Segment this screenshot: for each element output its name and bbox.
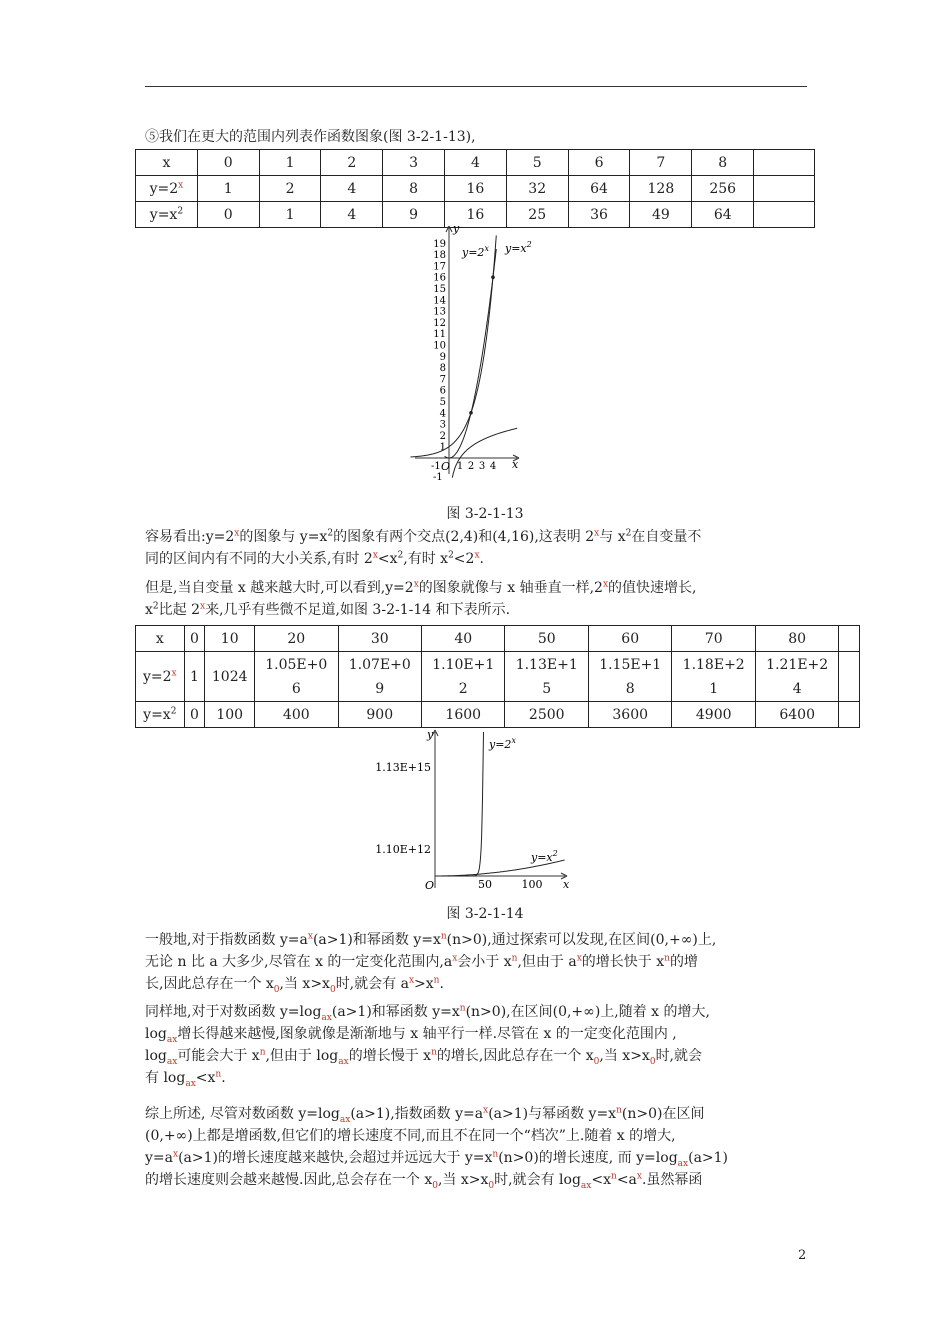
x-axis-label: x xyxy=(512,458,519,471)
table-cell: 1.15E+1 8 xyxy=(588,652,671,702)
paragraph-4: 同样地,对于对数函数 $y=\log_{ax}(a>1)$和幂函数 $y=x^n(n>0)$,在区间(0,+∞)上,随着 x 的增大, $\log_{ax}$增长得越来越慢,图象就像是渐渐地与 x 轴平行一样.尽管在 x 的一定变化范围内 , $\log_{ax}$可能会大于 $x^n$,但由于 $\log_{ax}$的增长慢于 $x^n$的增长,因此总存在一个 $x_0$,当 $x>x_0$时,就会 有 $\log_{ax}<x^n$. xyxy=(145,1003,710,1089)
row-label: $y=x^2$ xyxy=(136,202,198,228)
table-cell: 4 xyxy=(445,150,507,176)
table-cell: 50 xyxy=(505,626,588,652)
header-rule xyxy=(145,86,807,87)
square-curve-label: $y=x^2$ xyxy=(505,240,532,255)
table-row xyxy=(136,176,815,202)
table-cell: 6 xyxy=(568,150,630,176)
table-cell xyxy=(754,202,815,228)
intersection-point xyxy=(491,275,495,279)
row-label: $y=x^2$ xyxy=(136,702,185,728)
table-cell: 40 xyxy=(422,626,505,652)
figure-caption: 图 3-2-1-14 xyxy=(446,906,524,922)
y-tick-label: 1 xyxy=(439,442,446,454)
table-cell xyxy=(839,652,860,702)
figure-3-2-1-13 xyxy=(405,222,540,484)
y-tick-labels xyxy=(433,239,446,453)
table-cell: 70 xyxy=(672,626,755,652)
exp-curve-label: $y=2^x$ xyxy=(462,244,489,259)
table-cell: 4900 xyxy=(672,702,755,728)
table-cell: 5 xyxy=(506,150,568,176)
exp-curve xyxy=(435,732,484,876)
y-tick-label: 13 xyxy=(433,306,446,318)
table-cell: 256 xyxy=(692,176,754,202)
table-cell: 3 xyxy=(383,150,445,176)
y-tick-label: 14 xyxy=(433,295,446,307)
y-tick-label: 19 xyxy=(433,238,446,250)
table-cell: 6400 xyxy=(755,702,838,728)
intro-text: ⑤我们在更大的范围内列表作函数图象(图 3-2-1-13), xyxy=(145,129,476,145)
table-cell: 60 xyxy=(588,626,671,652)
table-2 xyxy=(135,625,860,728)
table-cell xyxy=(754,176,815,202)
table-cell: 128 xyxy=(630,176,692,202)
table-cell: 2 xyxy=(321,150,383,176)
table-row xyxy=(136,150,815,176)
table-cell: 1.21E+2 4 xyxy=(755,652,838,702)
x-tick-label: 2 xyxy=(467,461,475,472)
table-cell: 3600 xyxy=(588,702,671,728)
table-cell: 1.10E+1 2 xyxy=(422,652,505,702)
y-tick-label: 12 xyxy=(433,317,446,329)
table-cell: 1 xyxy=(259,202,321,228)
x-axis-label: x xyxy=(563,878,570,891)
table-cell: 80 xyxy=(755,626,838,652)
table-cell: 2 xyxy=(259,176,321,202)
table-cell: 10 xyxy=(205,626,255,652)
x-tick-label: 100 xyxy=(521,878,543,891)
table-cell: 2500 xyxy=(505,702,588,728)
table-cell: 64 xyxy=(568,176,630,202)
table-cell: 1 xyxy=(197,176,259,202)
table-cell: 0 xyxy=(197,202,259,228)
table-cell: 4 xyxy=(321,176,383,202)
table-cell: 16 xyxy=(445,176,507,202)
y-tick-label: 11 xyxy=(433,329,446,341)
table-cell: 8 xyxy=(383,176,445,202)
x-tick-label: 1 xyxy=(456,461,464,472)
table-cell: 7 xyxy=(630,150,692,176)
table-cell: 1 xyxy=(259,150,321,176)
table-cell: 0 xyxy=(197,150,259,176)
exp-curve-label: $y=2^x$ xyxy=(489,736,516,751)
square-curve xyxy=(445,249,497,458)
table-cell: 36 xyxy=(568,202,630,228)
y-tick-label: 4 xyxy=(439,408,446,420)
table-cell: 9 xyxy=(383,202,445,228)
x-tick-label: 4 xyxy=(489,461,497,472)
table-cell: 0 xyxy=(184,702,205,728)
table-cell xyxy=(839,626,860,652)
table-cell: 30 xyxy=(338,626,421,652)
paragraph-3: 一般地,对于指数函数 $y=a^x(a>1)$和幂函数 $y=x^n(n>0)$,通过探索可以发现,在区间(0,+∞)上, 无论 n 比 a 大多少,尽管在 x 的一定变化范围内$,a^x$会小于 $x^n$,但由于 $a^x$的增长快于 $x^n$的增 长,因此总存在一个 $x_0$,当 $x>x_0$时,就会有 $a^x>x^n$. xyxy=(145,931,717,995)
y-tick-label: 16 xyxy=(433,272,446,284)
table-cell: x xyxy=(136,150,198,176)
y-tick-label: 18 xyxy=(433,250,446,262)
y-tick-label: 9 xyxy=(439,351,446,363)
table-cell: 32 xyxy=(506,176,568,202)
y-tick-label: 6 xyxy=(439,385,446,397)
paragraph-5: 综上所述, 尽管对数函数 $y=\log_{ax}(a>1)$,指数函数 $y=a^x(a>1)$与幂函数 $y=x^n(n>0)$在区间 (0,+∞)上都是增函数,但它们的增长速度不同,而且不在同一个“档次”上.随着 x 的增大, $y=a^x(a>1)$的增长速度越来越快,会超过并远远大于 $y=x^n(n>0)$的增长速度, 而 $y=\log_{ax}(a>1)$ 的增长速度则会越来越慢.因此,总会存在一个 $x_0$,当 $x>x_0$时,就会有 $\log_{ax}<x^n<a^x$.虽然幂函 xyxy=(145,1105,729,1191)
paragraph-1: 容易看出$:y=2^x$的图象与 $y=x^2$的图象有两个交点(2,4)和(4,16),这表明 2$^x$与 $x^2$在自变量不 同的区间内有不同的大小关系,有时 $2^x<x^2$,有时 $x^2<2^x$. xyxy=(145,528,702,567)
y-tick-label: 17 xyxy=(433,261,446,273)
y-tick-label: 1.13E+15 xyxy=(375,761,431,774)
intersection-point xyxy=(469,411,473,415)
y-axis-label: y xyxy=(453,222,460,235)
y-tick-label: 5 xyxy=(439,397,446,408)
table-cell: 1.18E+2 1 xyxy=(672,652,755,702)
table-row xyxy=(136,626,860,652)
y-tick-label: 2 xyxy=(439,430,446,442)
origin-label: O xyxy=(425,879,435,892)
table-row xyxy=(136,702,860,728)
table-cell: 1.07E+0 9 xyxy=(338,652,421,702)
table-row xyxy=(136,652,860,702)
neg-one-y-label: -1 xyxy=(433,472,443,483)
table-cell: 100 xyxy=(205,702,255,728)
table-cell: 1.13E+1 5 xyxy=(505,652,588,702)
table-cell xyxy=(754,150,815,176)
x-tick-label: 50 xyxy=(478,878,492,891)
y-tick-label: 7 xyxy=(439,374,446,386)
table-cell: 0 xyxy=(184,626,205,652)
y-tick-label: 3 xyxy=(439,419,446,431)
table-cell: 1024 xyxy=(205,652,255,702)
table-cell: 49 xyxy=(630,202,692,228)
table-cell: 20 xyxy=(255,626,338,652)
square-curve-label: $y=x^2$ xyxy=(531,849,558,864)
table-cell: 1600 xyxy=(422,702,505,728)
table-cell: 25 xyxy=(506,202,568,228)
y-axis-label: y xyxy=(427,728,434,741)
figure-caption: 图 3-2-1-13 xyxy=(446,506,524,522)
paragraph-2: 但是,当自变量 x 越来越大时,可以看到$,y=2^x$的图象就像与 x 轴垂直一样,2$^x$的值快速增长, $x^2$比起 2$^x$来,几乎有些微不足道,如图 3-2-1-14 和下表所示. xyxy=(145,579,697,618)
table-cell: 16 xyxy=(445,202,507,228)
table-cell: 4 xyxy=(321,202,383,228)
table-cell: x xyxy=(136,626,185,652)
row-label: $y=2^x$ xyxy=(136,176,198,202)
table-1 xyxy=(135,149,815,228)
y-tick-label: 10 xyxy=(433,340,446,352)
table-cell: 900 xyxy=(338,702,421,728)
table-cell: 64 xyxy=(692,202,754,228)
table-cell: 1.05E+0 6 xyxy=(255,652,338,702)
origin-label: O xyxy=(441,460,451,473)
table-cell xyxy=(839,702,860,728)
neg-one-x-label: -1 xyxy=(431,461,441,472)
x-tick-label: 3 xyxy=(478,461,486,472)
table-cell: 400 xyxy=(255,702,338,728)
y-tick-label: 8 xyxy=(439,363,446,375)
page-number: 2 xyxy=(798,1248,807,1263)
figure-3-2-1-14 xyxy=(375,726,580,896)
row-label: $y=2^x$ xyxy=(136,652,185,702)
y-tick-label: 1.10E+12 xyxy=(375,843,431,856)
y-tick-label: 15 xyxy=(433,284,446,295)
x-tick-labels xyxy=(457,461,496,472)
table-cell: 1 xyxy=(184,652,205,702)
table-cell: 8 xyxy=(692,150,754,176)
